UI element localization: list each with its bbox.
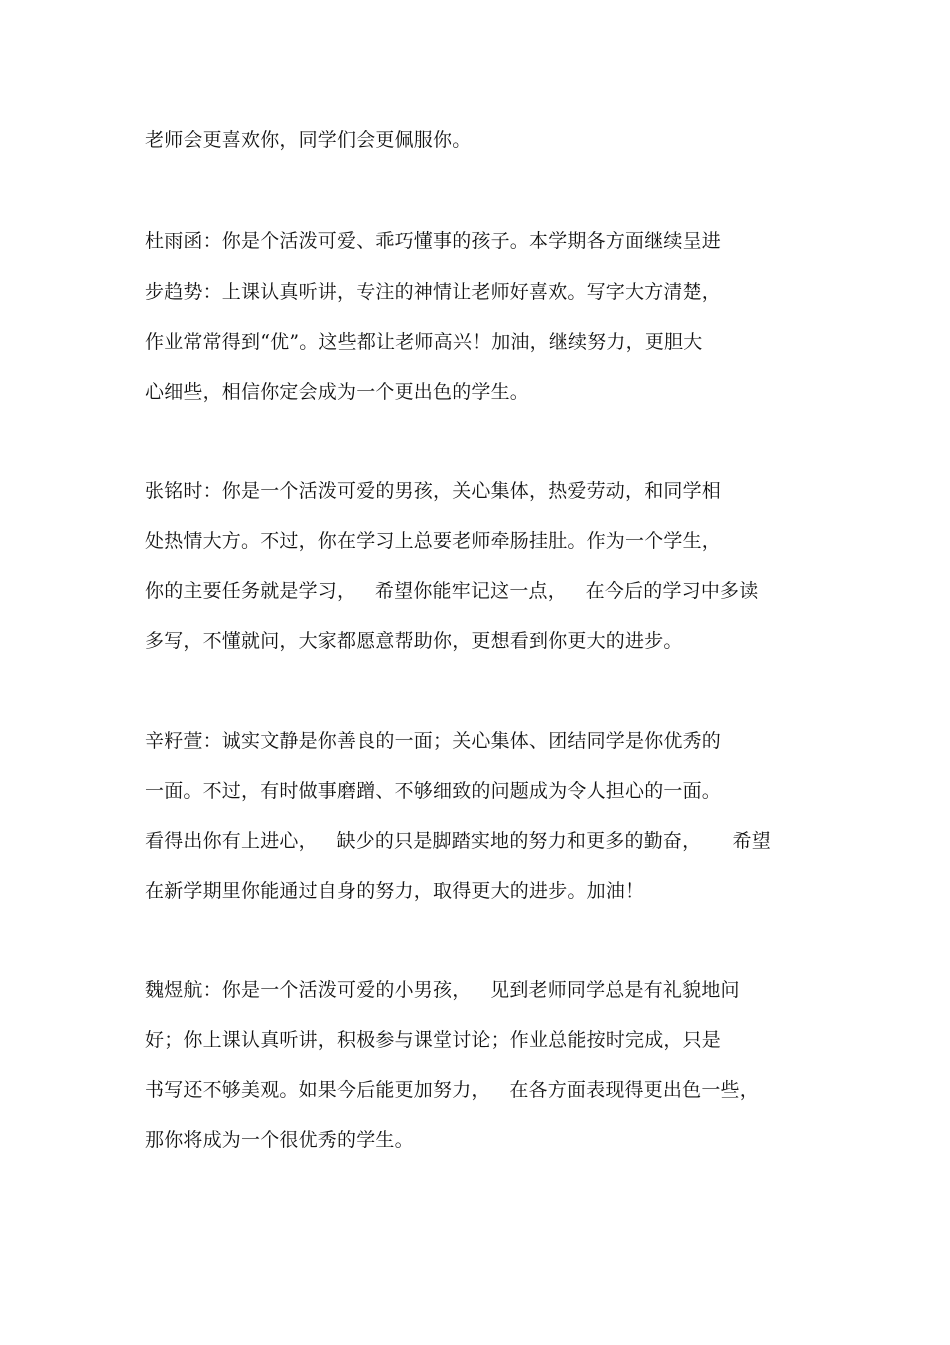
comment-line: 那你将成为一个很优秀的学生。 bbox=[145, 1129, 414, 1151]
comment-line: 好；你上课认真听讲，积极参与课堂讨论；作业总能按时完成，只是 bbox=[145, 1029, 722, 1051]
comment-line: 魏煜航：你是一个活泼可爱的小男孩， 见到老师同学总是有礼貌地问 bbox=[145, 979, 740, 1001]
comment-line: 辛籽萱：诚实文静是你善良的一面；关心集体、团结同学是你优秀的 bbox=[145, 730, 722, 752]
comment-line: 张铭时：你是一个活泼可爱的男孩，关心集体，热爱劳动，和同学相 bbox=[145, 480, 722, 502]
comment-line: 多写，不懂就问，大家都愿意帮助你，更想看到你更大的进步。 bbox=[145, 630, 683, 652]
comment-line: 作业常常得到“优”。这些都让老师高兴！加油，继续努力，更胆大 bbox=[145, 331, 703, 353]
comment-line: 在新学期里你能通过自身的努力，取得更大的进步。加油！ bbox=[145, 880, 645, 902]
comment-line: 一面。不过，有时做事磨蹭、不够细致的问题成为令人担心的一面。 bbox=[145, 780, 722, 802]
comment-line: 心细些，相信你定会成为一个更出色的学生。 bbox=[145, 381, 530, 403]
comment-line: 处热情大方。不过，你在学习上总要老师牵肠挂肚。作为一个学生， bbox=[145, 530, 722, 552]
comment-line: 书写还不够美观。如果今后能更加努力， 在各方面表现得更出色一些， bbox=[145, 1079, 759, 1101]
comment-line: 步趋势：上课认真听讲，专注的神情让老师好喜欢。写字大方清楚， bbox=[145, 281, 722, 303]
intro-line: 老师会更喜欢你，同学们会更佩服你。 bbox=[145, 129, 472, 151]
comment-line: 杜雨函：你是个活泼可爱、乖巧懂事的孩子。本学期各方面继续呈进 bbox=[145, 230, 722, 252]
comment-line: 你的主要任务就是学习， 希望你能牢记这一点， 在今后的学习中多读 bbox=[145, 580, 759, 602]
comment-line: 看得出你有上进心， 缺少的只是脚踏实地的努力和更多的勤奋， 希望 bbox=[145, 830, 771, 852]
